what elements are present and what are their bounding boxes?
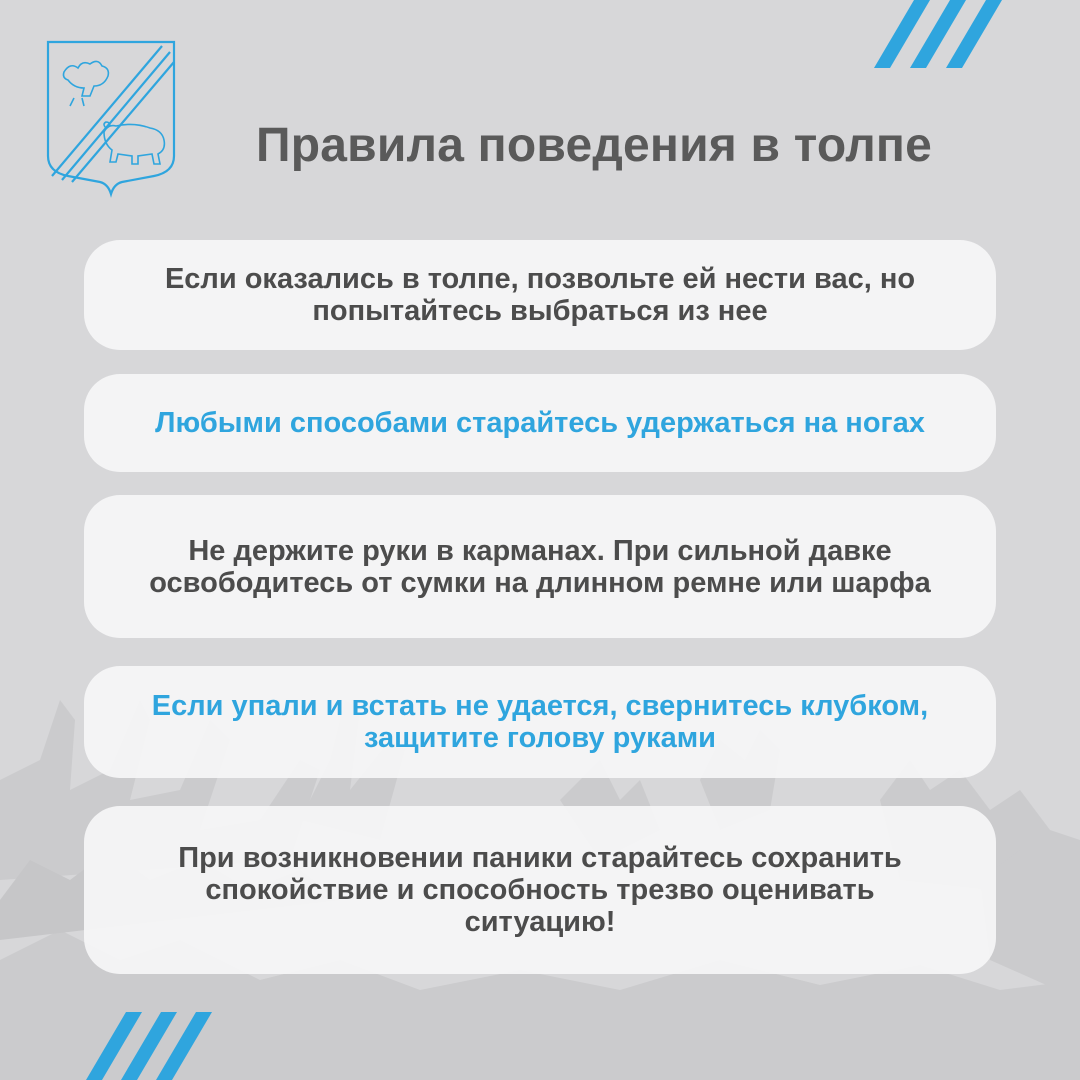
page-title: Правила поведения в толпе bbox=[256, 119, 932, 172]
coat-of-arms-icon bbox=[44, 38, 178, 198]
decorative-stripes-icon bbox=[874, 0, 1002, 68]
rule-text-3: Не держите руки в карманах. При сильной давке освободитесь от сумки на длинном ремне или шарфа bbox=[149, 534, 931, 599]
rule-card-5 bbox=[84, 806, 996, 974]
rule-card-3 bbox=[84, 495, 996, 638]
rule-text-4: Если упали и встать не удается, свернитесь клубком, защитите голову руками bbox=[151, 690, 929, 754]
rule-card-4 bbox=[84, 666, 996, 778]
rule-text-2: Любыми способами старайтесь удержаться на ногах bbox=[155, 407, 925, 439]
decorative-stripes-icon bbox=[86, 1012, 212, 1080]
rule-text-5: При возникновении паники старайтесь сохранить спокойствие и способность трезво оценивать ситуацию! bbox=[178, 842, 902, 938]
rule-text-1: Если оказались в толпе, позвольте ей нести вас, но попытайтесь выбраться из нее bbox=[164, 263, 916, 327]
rule-card-2 bbox=[84, 374, 996, 472]
rule-card-1 bbox=[84, 240, 996, 350]
